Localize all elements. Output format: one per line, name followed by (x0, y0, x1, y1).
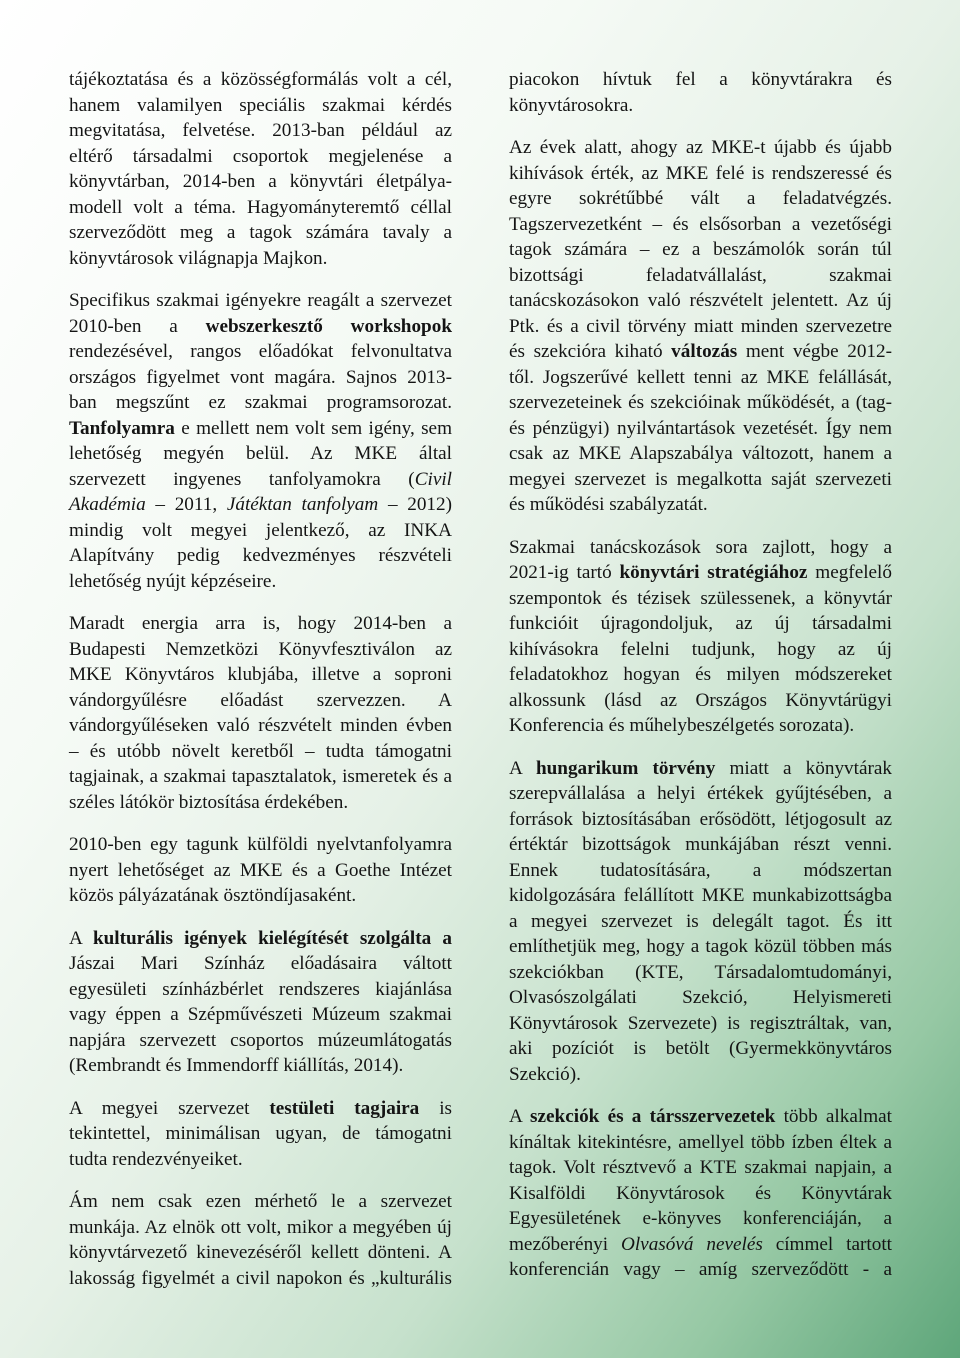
bold-text: kulturális igények kielégítését szolgálta a (92, 927, 452, 949)
text-line: Tagszervezetként – és elsősorban a vezetőségi (509, 213, 892, 235)
text-run: 2021-ig tartó (509, 562, 620, 583)
text-line: Kisalföldi Könyvtárosok és Könyvtárak (509, 1182, 892, 1204)
text-line: ban megszűnt ez szakmai programsorozat. (69, 392, 452, 413)
text-line: és működési szabályzatát. (509, 494, 708, 515)
bold-text: könyvtári stratégiához (619, 562, 808, 583)
paragraph (509, 756, 892, 1088)
paragraph (69, 611, 452, 815)
text-run: e mellett nem volt sem igény, sem (174, 417, 452, 439)
text-line: csak az MKE Alapszabálya változott, hanem a (509, 443, 892, 464)
text-line: tudta rendezvényeiket. (69, 1148, 243, 1170)
text-line: mindig volt megyei jelentkező, az INKA (69, 519, 452, 541)
text-line: a megyei szervezet is delegált tagot. És itt (509, 910, 892, 932)
text-line: nyert lehetőséget az MKE és a Goethe Intézet (69, 859, 452, 881)
text-line: hanem valamilyen speciális szakmai kérdés (69, 94, 452, 116)
paragraph (69, 67, 452, 271)
paragraph (509, 535, 892, 739)
paragraph (509, 1104, 892, 1283)
text-line: től. Jogszerűvé kellett tenni az MKE felállását, (509, 366, 892, 388)
text-run: A megyei szervezet (69, 1097, 270, 1119)
text-line (69, 926, 452, 952)
text-line: könyvtárosokra. (509, 94, 634, 116)
text-line: Konferencia és műhelybeszélgetés sorozata). (509, 715, 855, 736)
bold-text: szekciók és a társszervezetek (530, 1106, 776, 1127)
text-line: Jászai Mari Színház előadásaira váltott (69, 953, 452, 974)
text-line: modell volt a téma. Hagyományteremtő céllal (69, 196, 452, 218)
text-line: Budapesti Nemzetközi Könyvfesztiválon az (69, 638, 452, 660)
text-line: tagjainak, a szakmai tapasztalatok, ismeretek és a (69, 766, 452, 787)
text-line (509, 756, 892, 782)
text-line: egyre sokrétűbbé vált a feladatvégzés. (509, 188, 892, 209)
text-line: tagok számára – ez a beszámolók során túl (509, 239, 892, 260)
text-line: aki pozíciót is betölt (Gyermekkönyvtáros (509, 1038, 892, 1059)
text-run: több alkalmat (775, 1106, 892, 1127)
bold-text: testületi tagjaira (269, 1097, 420, 1119)
text-line (69, 492, 452, 518)
text-line: alkossunk (lásd az Országos Könyvtárügyi (509, 689, 892, 711)
text-line: rendezésével, rangos előadókat felvonultatva (69, 341, 452, 362)
text-line: MKE Könyvtáros klubjába, illetve a soproni (69, 664, 452, 685)
text-line: tekintettel, minimálisan ugyan, de támogatni (69, 1123, 452, 1144)
text-run: A (69, 927, 93, 949)
text-line: Szakmai tanácskozások sora zajlott, hogy a (509, 536, 892, 558)
text-line: lehetőség megyén belül. Az MKE által (69, 443, 452, 464)
text-line (509, 1104, 892, 1130)
text-line (509, 1232, 892, 1258)
text-run: – 2012) (378, 494, 452, 515)
text-line: Ám nem csak ezen mérhető le a szervezet (69, 1191, 452, 1212)
text-line: napjára szervezett csoportos múzeumlátogatás (69, 1029, 452, 1051)
text-line: kínáltak kitekintésre, amellyel több ízben éltek a (509, 1131, 892, 1153)
right-text-column (509, 67, 892, 1283)
text-line: értéktár bizottságok munkájában részt venni. (509, 834, 892, 855)
text-line: – és utóbb növelt keretből – tudta támogatni (69, 740, 452, 762)
text-run: A (509, 1106, 531, 1127)
text-run: és szekcióra kiható (509, 341, 672, 362)
text-line: Ennek tudatosítására, a módszertan (509, 859, 892, 881)
text-line: Egyesületének e-könyves konferenciáján, a (509, 1208, 892, 1229)
bold-text: Tanfolyamra (69, 417, 175, 439)
text-line: Maradt energia arra is, hogy 2014-ben a (69, 613, 452, 634)
text-line: funkcióit újragondoljuk, az új társadalmi (509, 613, 892, 634)
text-line: széles látókör biztosítása érdekében. (69, 791, 349, 813)
paragraph (69, 288, 452, 594)
text-line (509, 560, 892, 586)
text-line: piacokon hívtuk fel a könyvtárakra és (509, 69, 892, 90)
text-line: könyvtárvezető kinevezéséről kellett dönteni. A (69, 1242, 452, 1263)
text-line: Specifikus szakmai igényekre reagált a szervezet (69, 290, 452, 311)
text-line: bizottsági feladatvállalást, szakmai (509, 264, 892, 286)
text-line: szempontok és tézisek szülessenek, a könyvtár (509, 587, 892, 609)
text-line: vándorgyűléseken való részvételt minden évben (69, 715, 452, 736)
text-line: lakosság figyelmét a civil napokon és „kulturális (69, 1267, 452, 1289)
text-line: munkája. Az elnök ott volt, mikor a megyében új (69, 1216, 452, 1238)
text-run: miatt a könyvtárak (715, 757, 892, 779)
italic-text: Olvasóvá nevelés (620, 1233, 763, 1255)
text-run: mezőberényi (509, 1233, 621, 1255)
text-run: 2010-ben a (69, 315, 206, 337)
paragraph (69, 1189, 452, 1291)
text-run: címmel tartott (762, 1233, 892, 1255)
text-run: – 2011, (145, 494, 227, 515)
text-run: megfelelő (807, 562, 892, 583)
text-line: egyesületi színházbérlet rendszeres kiajánlása (69, 978, 452, 1000)
text-line (69, 416, 452, 442)
text-run: is (419, 1097, 452, 1119)
text-line: Az évek alatt, ahogy az MKE-t újabb és újabb (509, 137, 892, 158)
text-line: és pénzügyi) nyilvántartások vezetését. Így nem (509, 417, 892, 439)
text-line: országos figyelmet vont magára. Sajnos 2013- (69, 366, 452, 388)
text-run: szervezett ingyenes tanfolyamokra ( (69, 468, 415, 490)
text-line: szerveződött meg a tagok számára tavaly a (69, 222, 452, 243)
text-line: szerepvállalása a helyi értékek gyűjtésében, a (509, 783, 892, 804)
text-line: Alapítvány pedig kedvezményes részvételi (69, 545, 452, 566)
text-line: könyvtárban, 2014-ben a könyvtári életpálya- (69, 171, 452, 192)
text-line: szervezeteinek és szekcióinak működését, a (tag- (509, 392, 892, 413)
text-line: Ptk. és a civil törvény miatt minden szervezetre (509, 315, 892, 337)
text-line: vándorgyűlésre előadást szervezzen. A (69, 689, 452, 711)
text-line: említhetjük meg, hogy a tagok közül többen más (509, 936, 892, 957)
italic-text: Játéktan tanfolyam (226, 494, 379, 515)
text-line: Olvasószolgálati Szekció, Helyismereti (509, 987, 892, 1008)
text-line: vagy éppen a Szépművészeti Múzeum szakmai (69, 1004, 452, 1025)
text-line: kihívásokra felelni tudjunk, hogy az új (509, 638, 892, 660)
text-line: megvitatása, felvetése. 2013-ban például az (69, 120, 452, 141)
text-line (69, 314, 452, 340)
text-line: források biztosításában erősödött, létjogosult az (509, 808, 892, 830)
paragraph (69, 1096, 452, 1173)
paragraph (69, 926, 452, 1079)
text-line: eltérő társadalmi csoportok megjelenése a (69, 145, 452, 167)
text-line: kihívások érték, az MKE felé is rendszeressé és (509, 162, 892, 184)
left-text-column (69, 67, 452, 1291)
paragraph (509, 67, 892, 118)
bold-text: hungarikum törvény (535, 757, 716, 779)
text-line: megyei szervezet is megalkotta saját szervezeti (509, 468, 892, 490)
italic-text: Civil (414, 468, 452, 490)
text-line (69, 1096, 452, 1122)
text-line: (Rembrandt és Immendorff kiállítás, 2014). (69, 1055, 404, 1076)
paragraph (69, 832, 452, 909)
text-line: 2010-ben egy tagunk külföldi nyelvtanfolyamra (69, 834, 452, 855)
text-line: szekciókban (KTE, Társadalomtudományi, (509, 961, 892, 983)
text-line: tájékoztatása és a közösségformálás volt a cél, (69, 69, 452, 90)
text-line: kidolgozására felállított MKE munkabizottságba (509, 885, 892, 906)
text-line: feladatokhoz hogyan és milyen módszereket (509, 664, 892, 685)
bold-text: változás (671, 341, 738, 362)
text-line: tagok. Volt résztvevő a KTE szakmai napjain, a (509, 1157, 892, 1178)
text-line: Szekció). (509, 1063, 581, 1085)
paragraph (509, 135, 892, 518)
text-line: tanácskozásokon való részvételt jelentett. Az új (509, 290, 892, 311)
text-line: lehetőség nyújt képzéseire. (69, 570, 277, 592)
bold-text: webszerkesztő workshopok (205, 315, 452, 337)
text-line: Könyvtárosok Szervezete) is regisztráltak, van, (509, 1012, 892, 1034)
italic-text: Akadémia (69, 494, 146, 515)
text-run: A (509, 757, 536, 779)
text-line (69, 467, 452, 493)
text-run: ment végbe 2012- (737, 341, 892, 362)
text-line: közös pályázatának ösztöndíjasaként. (69, 885, 357, 906)
text-line: konferencián vagy – amíg szerveződött - a (509, 1259, 892, 1280)
text-line: könyvtárosok világnapja Majkon. (69, 247, 328, 269)
text-line (509, 339, 892, 365)
